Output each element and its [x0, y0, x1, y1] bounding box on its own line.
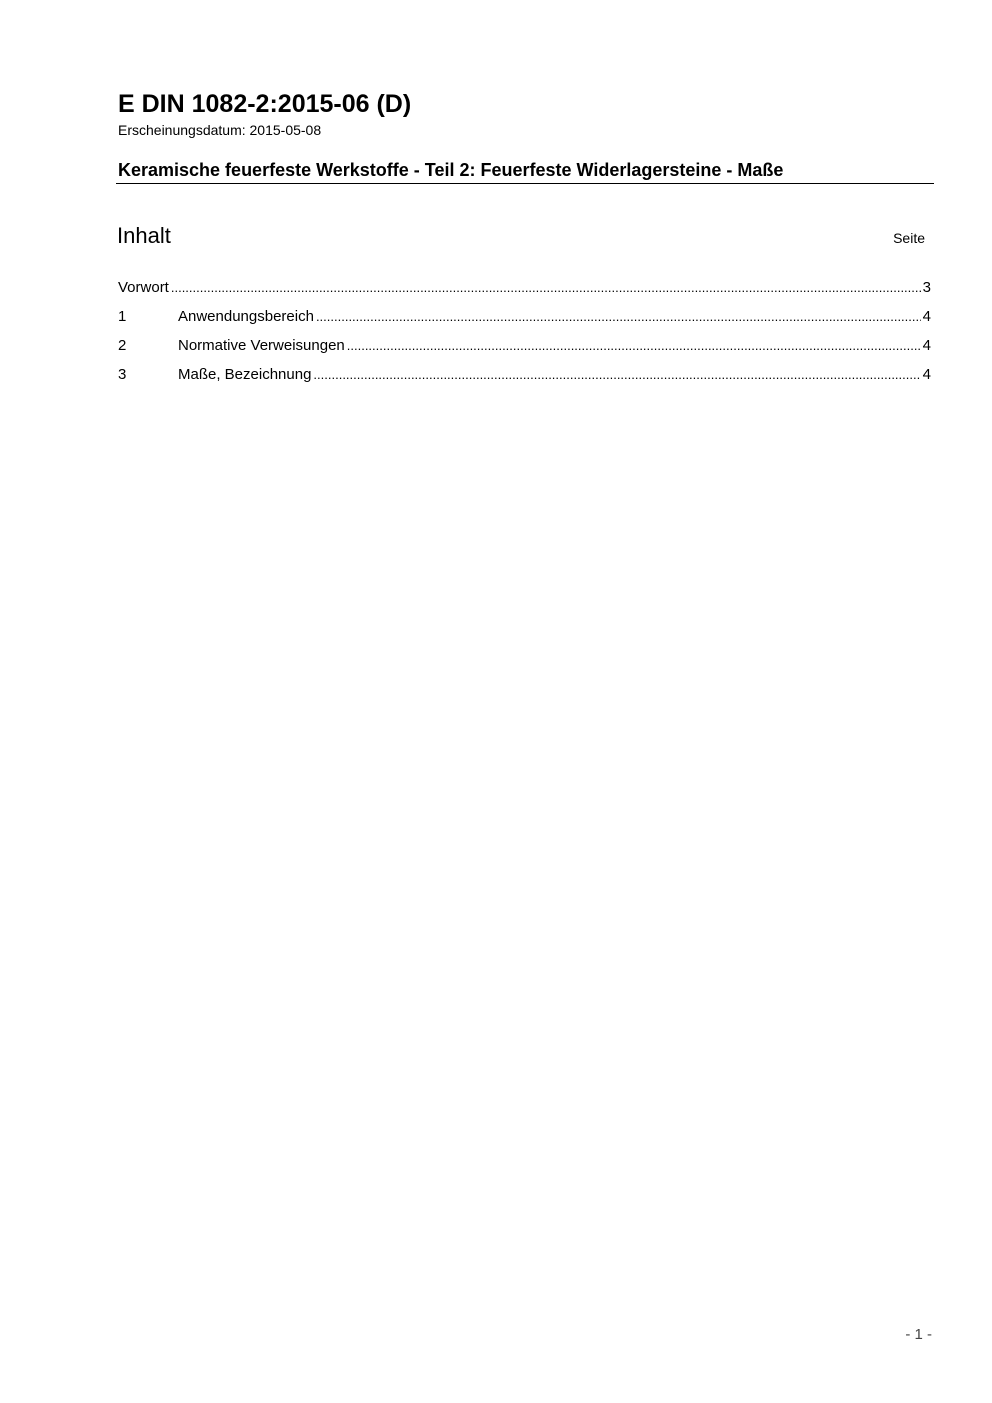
title-divider — [116, 183, 934, 184]
document-number: E DIN 1082-2:2015-06 (D) — [118, 90, 412, 118]
toc-entry-number: 2 — [118, 337, 127, 354]
toc-leader-dots — [347, 336, 921, 356]
toc-entry-text: Vorwort — [118, 279, 169, 296]
toc-entry-number: 3 — [118, 366, 127, 383]
toc-entry-page: 3 — [922, 279, 931, 296]
toc-leader-dots — [316, 307, 921, 327]
table-of-contents — [118, 278, 931, 394]
toc-leader-dots — [313, 365, 920, 385]
toc-entry-masse-bezeichnung[interactable] — [118, 365, 931, 394]
toc-entry-text: Anwendungsbereich — [178, 308, 314, 325]
toc-entry-anwendungsbereich[interactable] — [118, 307, 931, 336]
toc-entry-page: 4 — [922, 337, 931, 354]
toc-entry-number: 1 — [118, 308, 127, 325]
toc-entry-normative-verweisungen[interactable] — [118, 336, 931, 365]
toc-leader-dots — [171, 278, 921, 298]
toc-entry-page: 4 — [922, 308, 931, 325]
footer-page-number: - 1 - — [905, 1326, 932, 1343]
toc-entry-vorwort[interactable] — [118, 278, 931, 307]
toc-entry-text: Maße, Bezeichnung — [178, 366, 312, 383]
toc-entry-text: Normative Verweisungen — [178, 337, 345, 354]
toc-entry-page: 4 — [922, 366, 931, 383]
toc-heading: Inhalt — [117, 223, 171, 248]
publication-date: Erscheinungsdatum: 2015-05-08 — [118, 122, 322, 138]
toc-page-column-label: Seite — [893, 230, 925, 246]
document-title: Keramische feuerfeste Werkstoffe - Teil 2: Feuerfeste Widerlagersteine - Maße — [118, 160, 784, 180]
